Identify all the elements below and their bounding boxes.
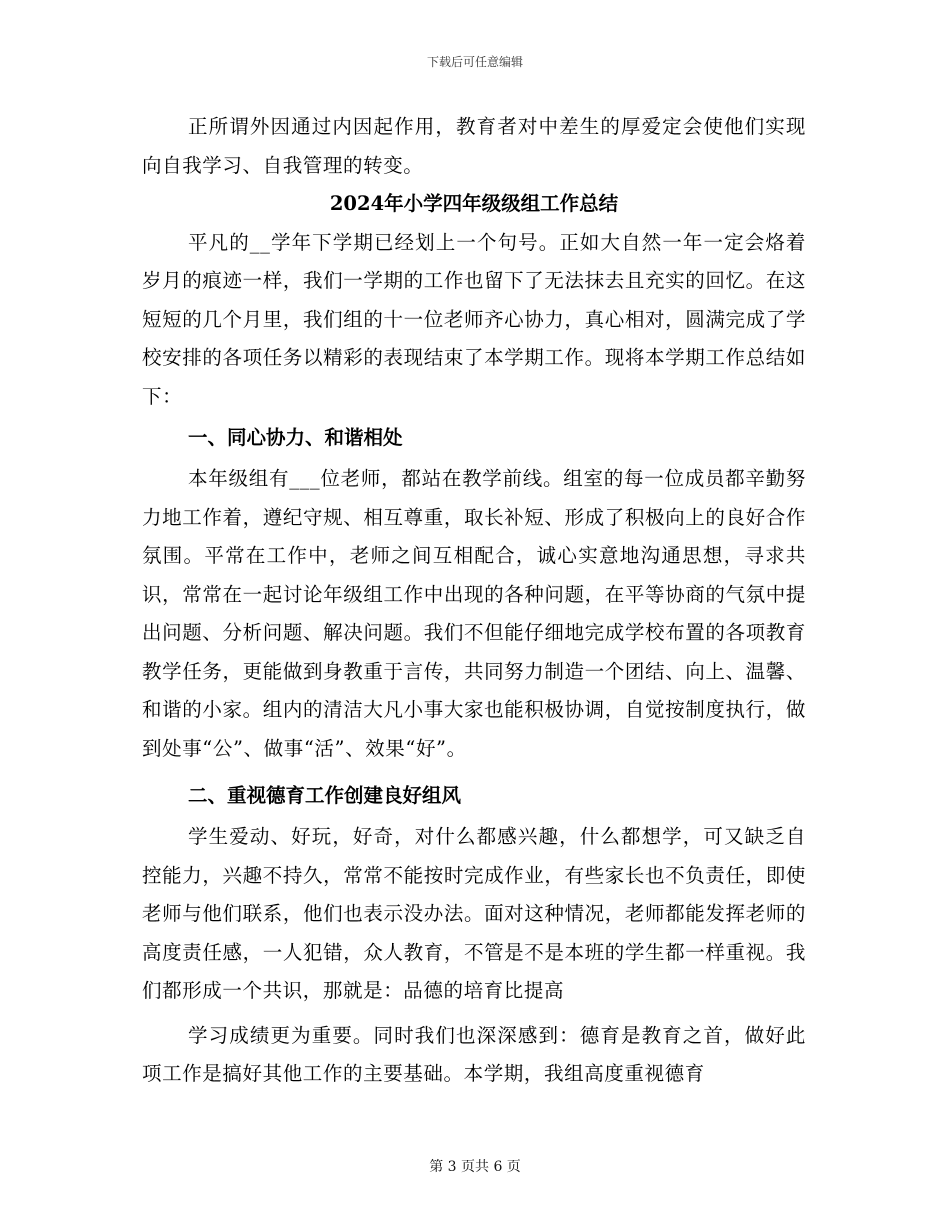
paragraph-section-2: 学生爱动、好玩，好奇，对什么都感兴趣，什么都想学，可又缺乏自控能力，兴趣不持久，常常不能按时完成作业，有些家长也不负责任，即使老师与他们联系，他们也表示没办法。面对这种情况，老师都能发挥老师的高度责任感，一人犯错，众人教育，不管是不是本班的学生都一样重视。我们都形成一个共识，那就是：品德的培育比提高 — [142, 825, 806, 1002]
section-heading-1: 一、同心协力、和谐相处 — [188, 426, 403, 449]
section-heading-2: 二、重视德育工作创建良好组风 — [188, 784, 462, 807]
paragraph-summary: 平凡的__学年下学期已经划上一个句号。正如大自然一年一定会烙着岁月的痕迹一样，我们一学期的工作也留下了无法抹去且充实的回忆。在这短短的几个月里，我们组的十一位老师齐心协力，真心相对，圆满完成了学校安排的各项任务以精彩的表现结束了本学期工作。现将本学期工作总结如下： — [142, 230, 806, 408]
page-footer: 第 3 页共 6 页 — [429, 1159, 521, 1175]
paragraph-intro: 正所谓外因通过内因起作用，教育者对中差生的厚爱定会使他们实现向自我学习、自我管理的转变。 — [142, 115, 806, 177]
paragraph-section-1: 本年级组有___位老师，都站在教学前线。组室的每一位成员都辛勤努力地工作着，遵纪守规、相互尊重，取长补短、形成了积极向上的良好合作氛围。平常在工作中，老师之间互相配合，诚心实意地沟通思想，寻求共识，常常在一起讨论年级组工作中出现的各种问题，在平等协商的气氛中提出问题、分析问题、解决问题。我们不但能仔细地完成学校布置的各项教育教学任务，更能做到身教重于言传，共同努力制造一个团结、向上、温馨、和谐的小家。组内的清洁大凡小事大家也能积极协调，自觉按制度执行，做到处事“公”、做事“活”、效果“好”。 — [142, 467, 806, 760]
document-title: 2024年小学四年级级组工作总结 — [329, 192, 619, 215]
paragraph-section-2-cont: 学习成绩更为重要。同时我们也深深感到：德育是教育之首，做好此项工作是搞好其他工作的主要基础。本学期，我组高度重视德育 — [142, 1023, 806, 1085]
document-body — [142, 108, 806, 1094]
page-header: 下载后可任意编辑 — [426, 55, 523, 69]
